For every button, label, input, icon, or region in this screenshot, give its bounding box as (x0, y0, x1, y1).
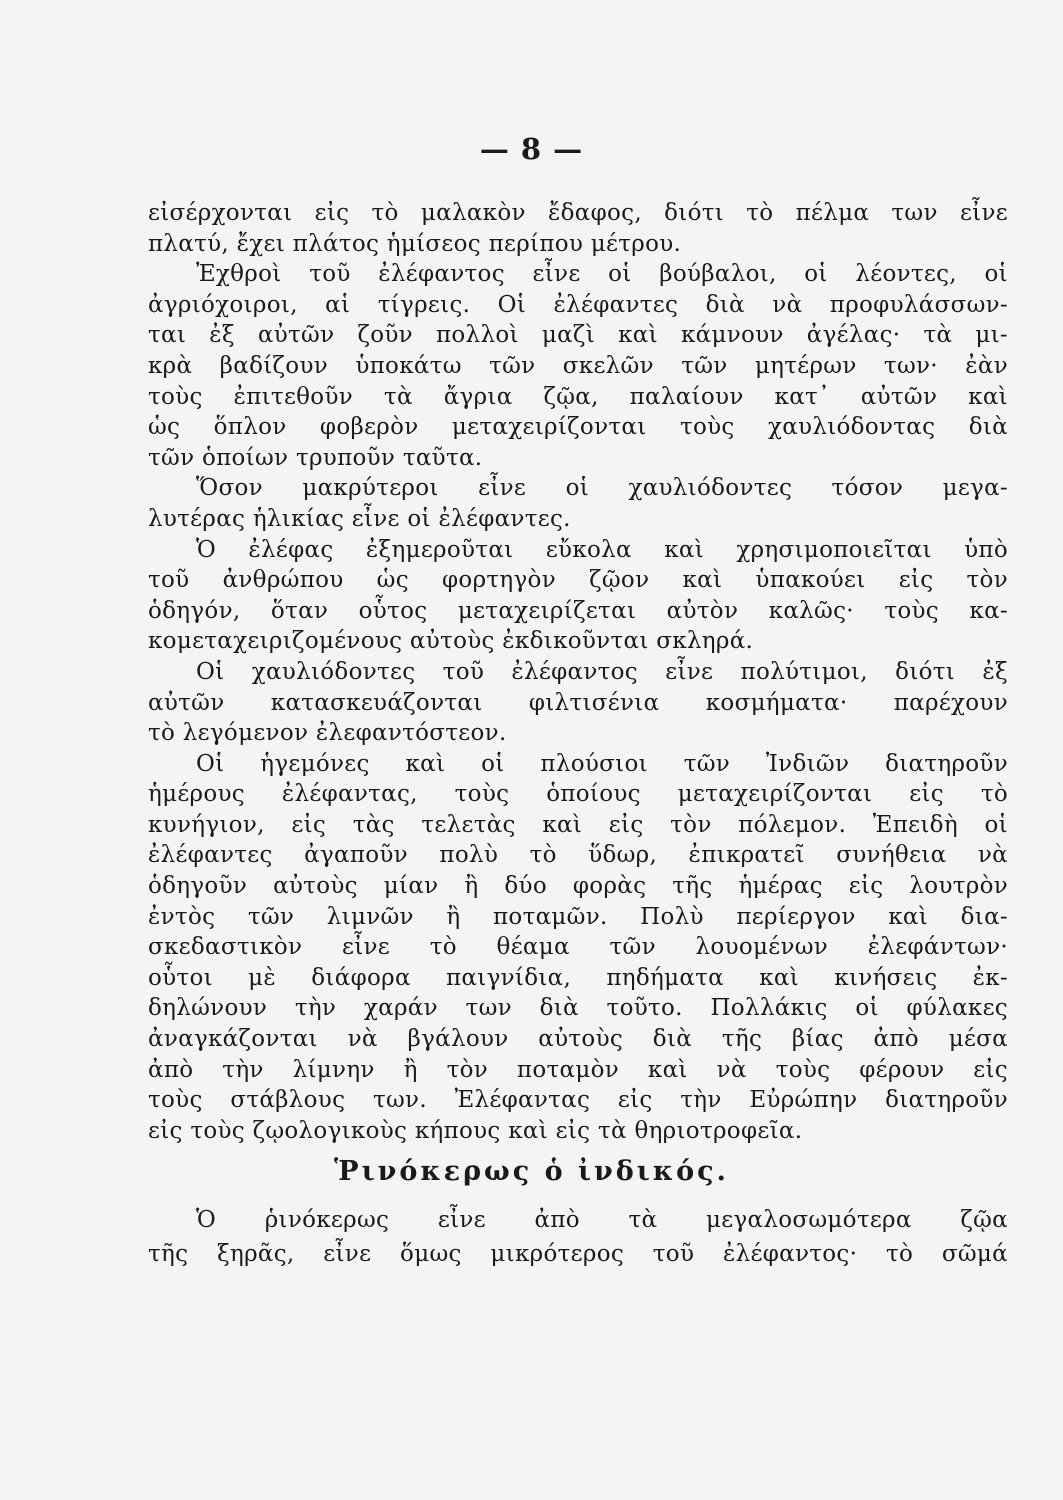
text-line: ἐλέφαντες ἀγαποῦν πολὺ τὸ ὕδωρ, ἐπικρατεῖ συνήθεια νὰ (148, 842, 1008, 869)
text-line: κρὰ βαδίζουν ὑποκάτω τῶν σκελῶν τῶν μητέρων των· ἐὰν (148, 352, 1008, 379)
text-line: τοὺς στάβλους των. Ἐλέφαντας εἰς τὴν Εὐρώπην διατηροῦν (148, 1087, 1008, 1114)
text-line: τῶν ὁποίων τρυποῦν ταῦτα. (148, 444, 483, 471)
section-title: Ῥινόκερως ὁ ἰνδικός. (334, 1156, 729, 1187)
text-line: Ὁ ἐλέφας ἐξημεροῦται εὔκολα καὶ χρησιμοποιεῖται ὑπὸ (196, 536, 1008, 563)
text-line: κυνήγιον, εἰς τὰς τελετὰς καὶ εἰς τὸν πόλεμον. Ἐπειδὴ οἱ (148, 811, 1008, 838)
text-line: λυτέρας ἡλικίας εἶνε οἱ ἐλέφαντες. (148, 505, 571, 532)
text-line: ἀναγκάζονται νὰ βγάλουν αὐτοὺς διὰ τῆς βίας ἀπὸ μέσα (148, 1026, 1008, 1053)
text-line: οὗτοι μὲ διάφορα παιγνίδια, πηδήματα καὶ κινήσεις ἐκ- (148, 964, 1008, 991)
text-line: εἰσέρχονται εἰς τὸ μαλακὸν ἔδαφος, διότι τὸ πέλμα των εἶνε (148, 200, 1008, 226)
text-line: ται ἐξ αὐτῶν ζοῦν πολλοὶ μαζὶ καὶ κάμνουν ἀγέλας· τὰ μι- (148, 322, 1008, 349)
text-line: τὸ λεγόμενον ἐλεφαντόστεον. (148, 720, 507, 747)
text-line: ἀπὸ τὴν λίμνην ἢ τὸν ποταμὸν καὶ νὰ τοὺς φέρουν εἰς (148, 1056, 1008, 1083)
text-line: ἀγριόχοιροι, αἱ τίγρεις. Οἱ ἐλέφαντες διὰ νὰ προφυλάσσων- (148, 291, 1008, 318)
rhino-text-block (148, 1203, 1008, 1271)
main-text-block (148, 198, 1008, 1146)
text-line: αὐτῶν κατασκευάζονται φιλτισένια κοσμήματα· παρέχουν (148, 689, 1008, 716)
text-line: Ἐχθροὶ τοῦ ἐλέφαντος εἶνε οἱ βούβαλοι, οἱ λέοντες, οἱ (196, 261, 1008, 288)
text-line: Ὅσον μακρύτεροι εἶνε οἱ χαυλιόδοντες τόσον μεγα- (196, 475, 1008, 502)
text-line: εἰς τοὺς ζῳολογικοὺς κήπους καὶ εἰς τὰ θηριοτροφεῖα. (148, 1117, 803, 1144)
text-line: κομεταχειριζομένους αὐτοὺς ἐκδικοῦνται σκληρά. (148, 628, 754, 655)
text-line: ἐντὸς τῶν λιμνῶν ἢ ποταμῶν. Πολὺ περίεργον καὶ δια- (148, 903, 1008, 930)
text-line: τῆς ξηρᾶς, εἶνε ὅμως μικρότερος τοῦ ἐλέφαντος· τὸ σῶμά (148, 1241, 1008, 1267)
text-line: σκεδαστικὸν εἶνε τὸ θέαμα τῶν λουομένων ἐλεφάντων· (148, 934, 1008, 961)
text-line: ἡμέρους ἐλέφαντας, τοὺς ὁποίους μεταχειρίζονται εἰς τὸ (148, 781, 1008, 808)
text-line: τοὺς ἐπιτεθοῦν τὰ ἄγρια ζῷα, παλαίουν κατ᾽ αὐτῶν καὶ (148, 383, 1008, 410)
text-line: πλατύ, ἔχει πλάτος ἡμίσεος περίπου μέτρου. (148, 230, 682, 257)
text-line: ὁδηγοῦν αὐτοὺς μίαν ἢ δύο φορὰς τῆς ἡμέρας εἰς λουτρὸν (148, 873, 1008, 900)
text-line: τοῦ ἀνθρώπου ὡς φορτηγὸν ζῷον καὶ ὑπακούει εἰς τὸν (148, 567, 1008, 594)
page-number: — 8 — (479, 132, 584, 166)
text-line: ὁδηγόν, ὅταν οὗτος μεταχειρίζεται αὐτὸν καλῶς· τοὺς κα- (148, 597, 1008, 624)
text-line: ὡς ὅπλον φοβερὸν μεταχειρίζονται τοὺς χαυλιόδοντας διὰ (148, 414, 1008, 441)
text-line: δηλώνουν τὴν χαράν των διὰ τοῦτο. Πολλάκις οἱ φύλακες (148, 995, 1008, 1022)
text-line: Οἱ χαυλιόδοντες τοῦ ἐλέφαντος εἶνε πολύτιμοι, διότι ἐξ (196, 658, 1008, 685)
text-line: Οἱ ἡγεμόνες καὶ οἱ πλούσιοι τῶν Ἰνδιῶν διατηροῦν (196, 750, 1008, 777)
text-line: Ὁ ῥινόκερως εἶνε ἀπὸ τὰ μεγαλοσωμότερα ζῷα (196, 1207, 1008, 1233)
